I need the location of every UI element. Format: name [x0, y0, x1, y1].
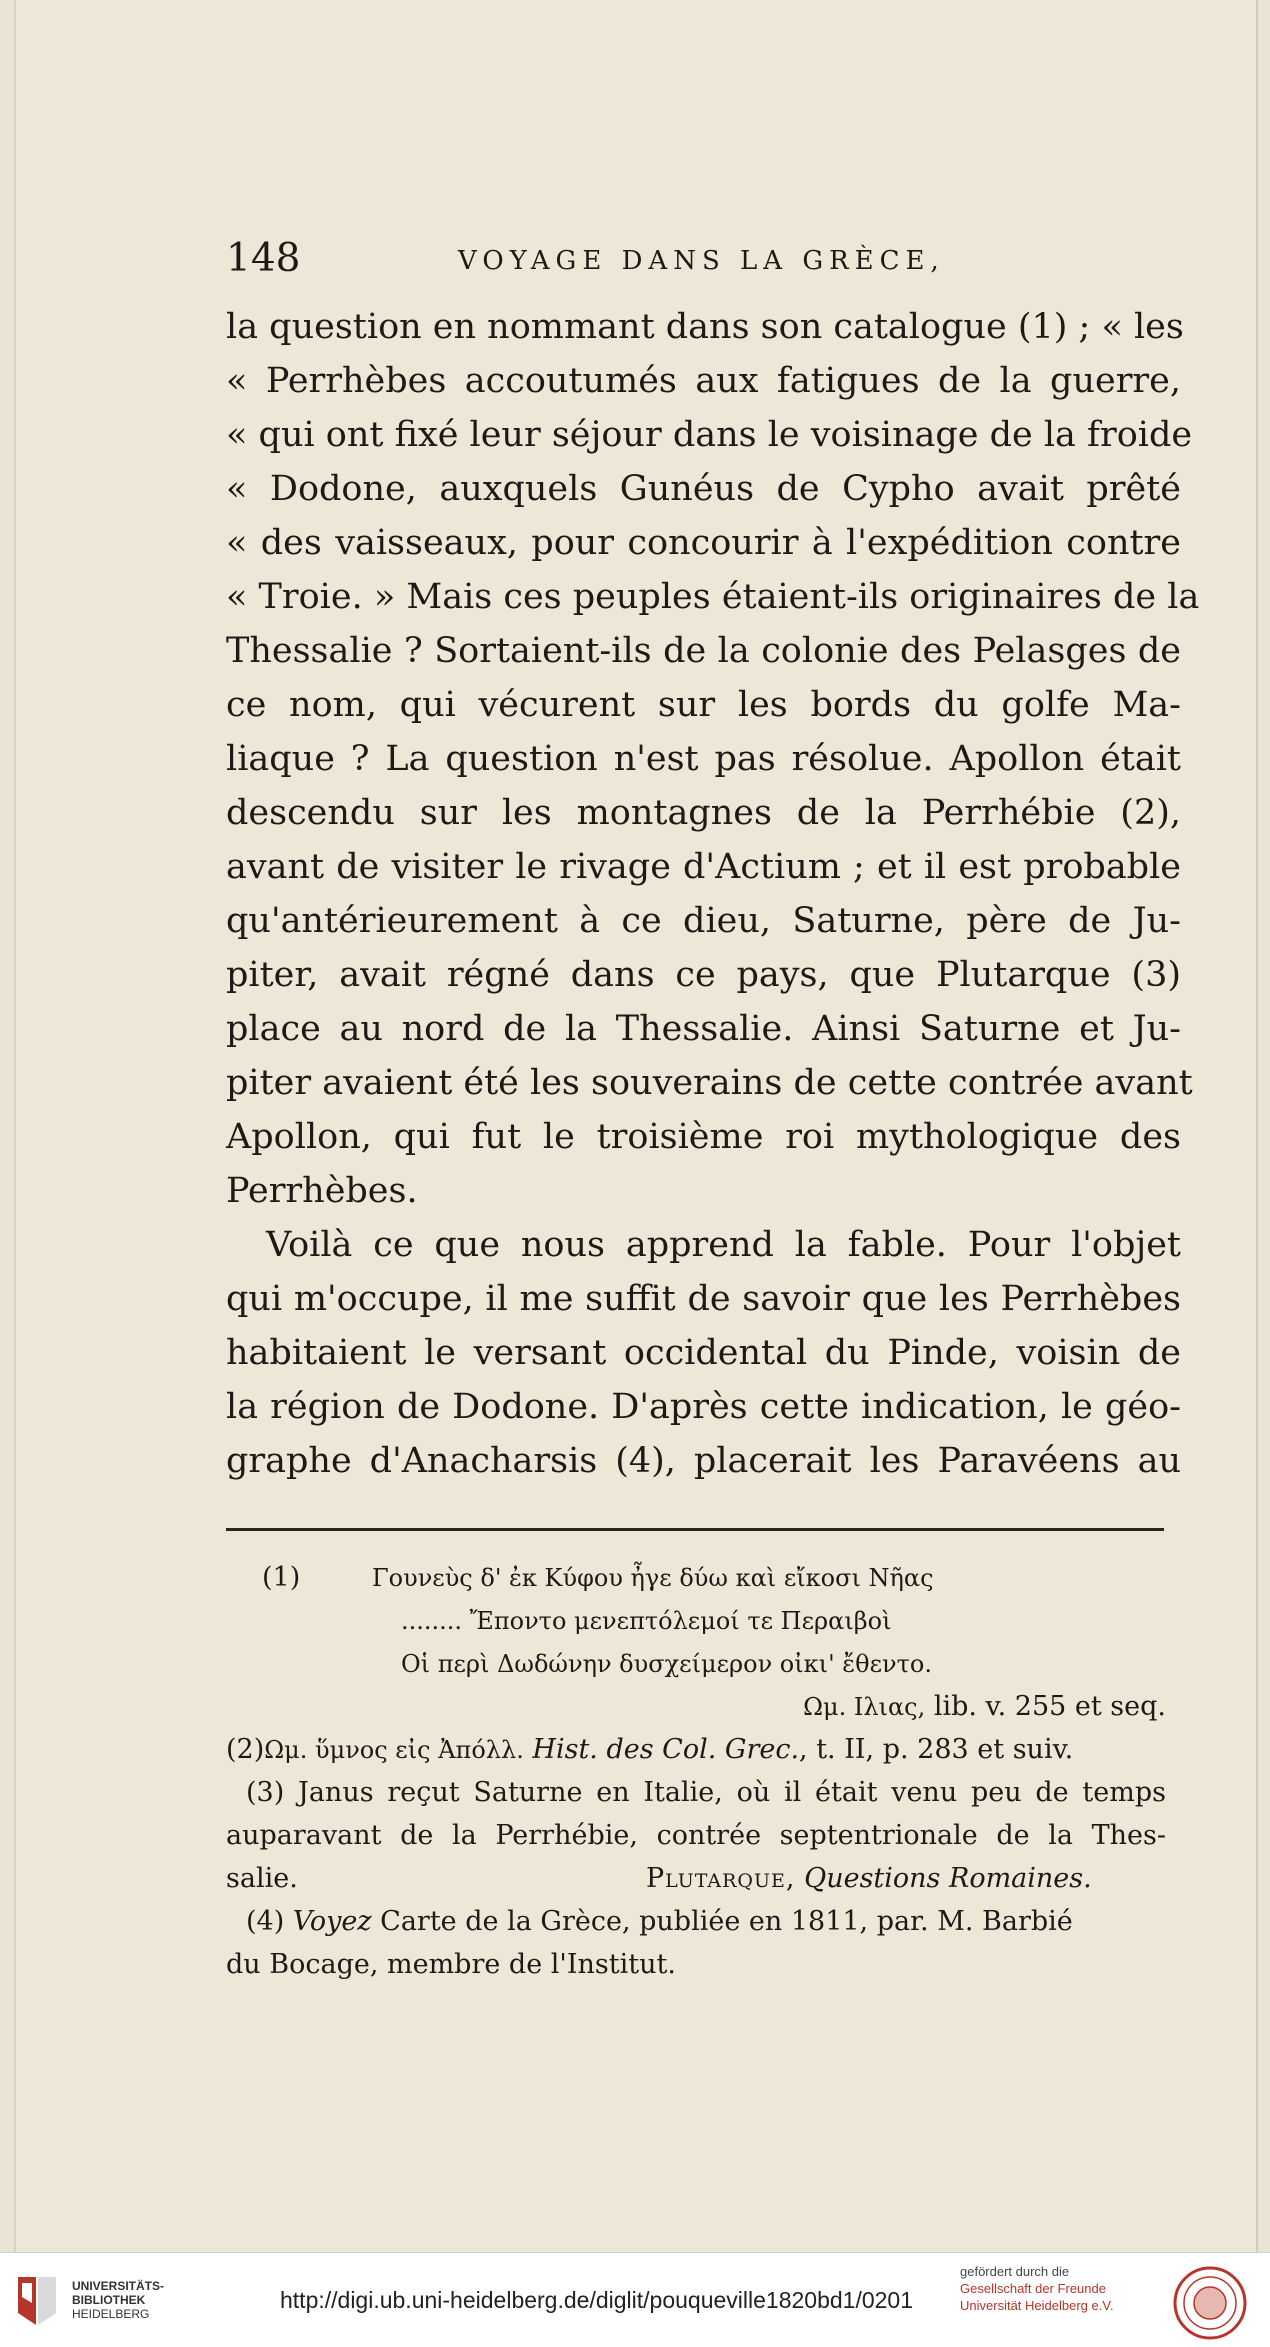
body-text: [226, 300, 1200, 1488]
text-line: « Dodone, auxquels Gunéus de Cypho avait prêté: [226, 469, 1181, 509]
work-title: Hist. des Col. Grec.: [532, 1734, 800, 1765]
text-line: liaque ? La question n'est pas résolue. Apollon était: [226, 739, 1181, 779]
text-line: habitaient le versant occidental du Pinde, voisin de: [226, 1333, 1181, 1373]
text-line: qui m'occupe, il me suffit de savoir que les Perrhèbes: [226, 1279, 1181, 1319]
text-line: qu'antérieurement à ce dieu, Saturne, père de Ju-: [226, 901, 1181, 941]
text-line: Thessalie ? Sortaient-ils de la colonie des Pelasges de: [226, 631, 1181, 671]
footnote-3-line: (3) Janus reçut Saturne en Italie, où il était venu peu de temps: [246, 1777, 1166, 1808]
text-line: avant de visiter le rivage d'Actium ; et il est probable: [226, 847, 1181, 887]
text-line: Voilà ce que nous apprend la fable. Pour l'objet: [266, 1225, 1181, 1265]
footnote-2: [226, 1728, 1166, 1771]
footnote-text: Carte de la Grèce, publiée en 1811, par. M. Barbié: [380, 1906, 1073, 1937]
footnote-4-line: [226, 1900, 1166, 1943]
author-name: Plutarque,: [646, 1863, 796, 1894]
greek-verse: Γουνεὺς δ' ἐκ Κύφου ἦγε δύω καὶ εἴκοσι Νῆας: [372, 1564, 934, 1592]
text-line: descendu sur les montagnes de la Perrhébie (2),: [226, 793, 1181, 833]
page-number: 148: [226, 236, 301, 281]
text-line: « Perrhèbes accoutumés aux fatigues de la guerre,: [226, 361, 1181, 401]
text-line: « des vaisseaux, pour concourir à l'expédition contre: [226, 523, 1181, 563]
footnote-marker: (4): [246, 1906, 285, 1937]
work-title: Questions Romaines.: [804, 1863, 1092, 1894]
greek-verse: Οἱ περὶ Δωδώνην δυσχείμερον οἰκι' ἔθεντο.: [401, 1650, 932, 1678]
text-line: « Troie. » Mais ces peuples étaient-ils originaires de la: [226, 577, 1200, 617]
reference-text: lib. v. 255 et seq.: [933, 1691, 1166, 1722]
greek-reference: Ωμ. Ιλιας,: [803, 1693, 926, 1721]
reference-text: , t. II, p. 283 et suiv.: [799, 1734, 1074, 1765]
greek-reference: Ωμ. ὕμνος εἰς Ἀπόλλ.: [264, 1736, 524, 1764]
footnote-1-reference: [226, 1685, 1166, 1728]
footnote-3-line: [226, 1857, 1166, 1900]
text-line: Perrhèbes.: [226, 1171, 418, 1211]
text-line: ce nom, qui vécurent sur les bords du golfe Ma-: [226, 685, 1181, 725]
library-name: UNIVERSITÄTS- BIBLIOTHEK HEIDELBERG: [72, 2279, 165, 2321]
text-line: la région de Dodone. D'après cette indication, le géo-: [226, 1387, 1181, 1427]
voyez-word: Voyez: [292, 1906, 372, 1937]
greek-verse: ........ Ἔποντο μενεπτόλεμοί τε Περαιβοὶ: [401, 1607, 892, 1635]
footnote-marker: (2): [226, 1734, 265, 1765]
footnote-1-line: [226, 1556, 1166, 1599]
library-logo-icon: [12, 2273, 62, 2329]
footnote-marker: (1): [262, 1562, 301, 1593]
footnote-text: salie.: [226, 1863, 298, 1894]
footnote-1-line: [226, 1599, 1166, 1642]
text-line: « qui ont fixé leur séjour dans le voisinage de la froide: [226, 415, 1193, 455]
text-line: piter avaient été les souverains de cette contrée avant: [226, 1063, 1193, 1103]
footnote-1-line: [226, 1642, 1166, 1685]
sponsor-text: gefördert durch die Gesellschaft der Freunde Universität Heidelberg e.V.: [960, 2264, 1114, 2313]
footnotes: [226, 1556, 1166, 1986]
text-line: la question en nommant dans son catalogue (1) ; « les: [226, 307, 1184, 347]
text-line: piter, avait régné dans ce pays, que Plutarque (3): [226, 955, 1181, 995]
text-line: place au nord de la Thessalie. Ainsi Saturne et Ju-: [226, 1009, 1181, 1049]
text-line: Apollon, qui fut le troisième roi mythologique des: [226, 1117, 1181, 1157]
text-line: graphe d'Anacharsis (4), placerait les Paravéens au: [226, 1441, 1181, 1481]
running-title: VOYAGE DANS LA GRÈCE,: [458, 246, 945, 276]
running-head: [226, 236, 1176, 296]
viewer-footer: [0, 2252, 1270, 2347]
permalink-url[interactable]: http://digi.ub.uni-heidelberg.de/diglit/pouqueville1820bd1/0201: [280, 2287, 913, 2313]
footnote-4-line: du Bocage, membre de l'Institut.: [226, 1949, 676, 1980]
footnote-rule: [226, 1528, 1164, 1531]
university-seal-icon: [1172, 2265, 1248, 2341]
footnote-3-line: auparavant de la Perrhébie, contrée septentrionale de la Thes-: [226, 1820, 1166, 1851]
